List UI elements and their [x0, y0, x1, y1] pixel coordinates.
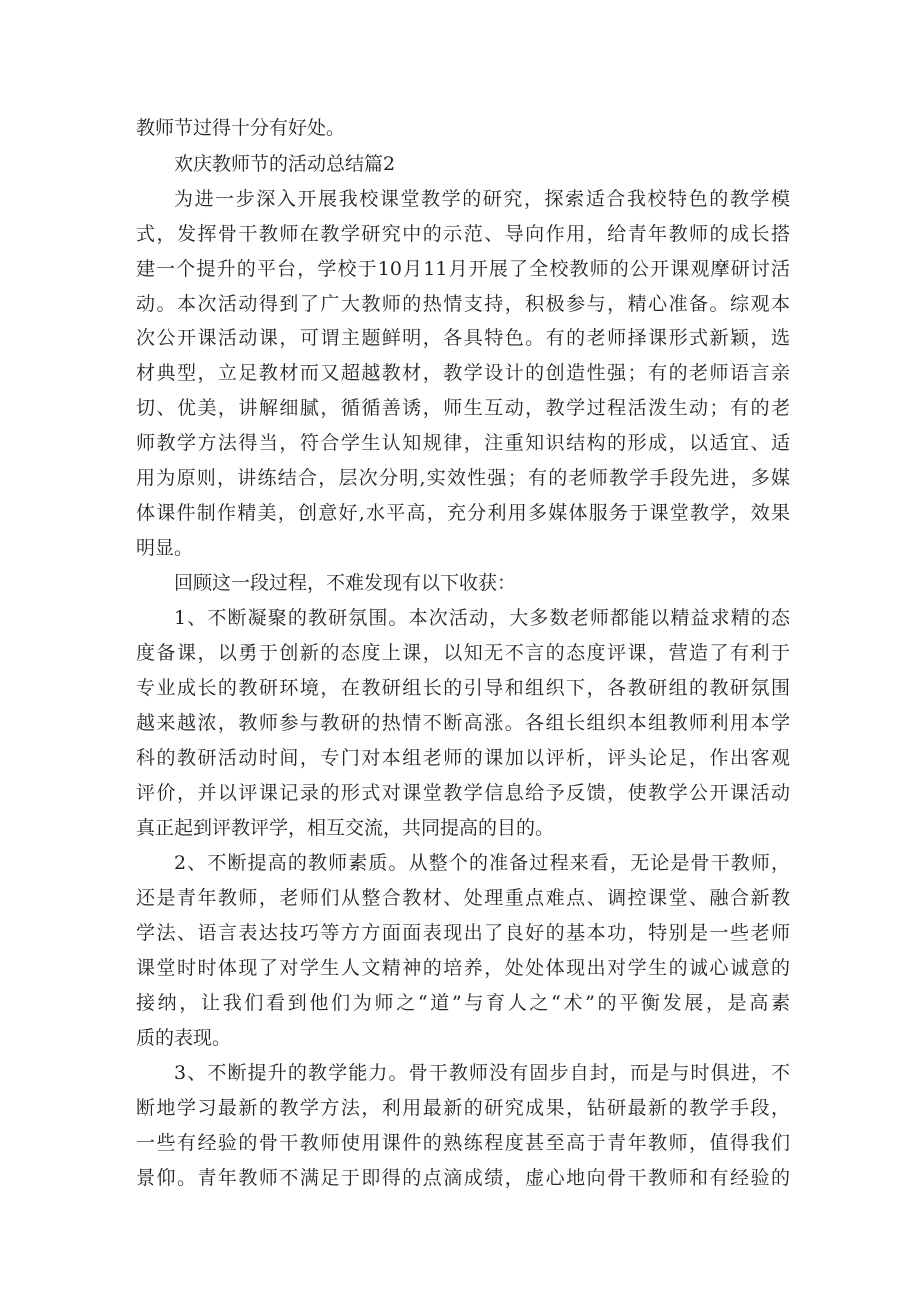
paragraph-line: 学法、语言表达技巧等方方面面表现出了良好的基本功，特别是一些老师: [136, 922, 790, 944]
paragraph-line: 建一个提升的平台，学校于10月11月开展了全校教师的公开课观摩研讨活: [136, 258, 790, 280]
paragraph-line: 断地学习最新的教学方法，利用最新的研究成果，钻研最新的教学手段，: [136, 1097, 790, 1119]
paragraph-line: 2、不断提高的教师素质。从整个的准备过程来看，无论是骨干教师，: [174, 852, 790, 874]
paragraph-line: 还是青年教师，老师们从整合教材、处理重点难点、调控课堂、融合新教: [136, 887, 790, 909]
paragraph-line: 接纳，让我们看到他们为师之“道”与育人之“术”的平衡发展，是高素: [136, 992, 790, 1014]
paragraph-line: 课堂时时体现了对学生人文精神的培养，处处体现出对学生的诚心诚意的: [136, 957, 790, 979]
paragraph-line: 真正起到评教评学，相互交流，共同提高的目的。: [136, 817, 555, 839]
paragraph-line: 专业成长的教研环境，在教研组长的引导和组织下，各教研组的教研氛围: [136, 677, 790, 699]
paragraph-line: 次公开课活动课，可谓主题鲜明，各具特色。有的老师择课形式新颖，选: [136, 327, 790, 349]
paragraph-line: 材典型，立足教材而又超越教材，教学设计的创造性强；有的老师语言亲: [136, 362, 790, 384]
paragraph-line: 越来越浓，教师参与教研的热情不断高涨。各组长组织本组教师利用本学: [136, 712, 790, 734]
paragraph-line: 回顾这一段过程，不难发现有以下收获：: [174, 572, 517, 594]
paragraph-line: 度备课，以勇于创新的态度上课，以知无不言的态度评课，营造了有利于: [136, 642, 790, 664]
paragraph-line: 式，发挥骨干教师在教学研究中的示范、导向作用，给青年教师的成长搭: [136, 223, 790, 245]
paragraph-line: 科的教研活动时间，专门对本组老师的课加以评析，评头论足，作出客观: [136, 747, 790, 769]
paragraph-line: 教师节过得十分有好处。: [136, 117, 346, 139]
paragraph-line: 3、不断提升的教学能力。骨干教师没有固步自封，而是与时俱进，不: [174, 1062, 790, 1084]
paragraph-line: 动。本次活动得到了广大教师的热情支持，积极参与，精心准备。综观本: [136, 293, 790, 315]
paragraph-line: 切、优美，讲解细腻，循循善诱，师生互动，教学过程活泼生动；有的老: [136, 397, 790, 419]
paragraph-line: 体课件制作精美，创意好,水平高，充分利用多媒体服务于课堂教学，效果: [136, 502, 790, 524]
paragraph-line: 师教学方法得当，符合学生认知规律，注重知识结构的形成，以适宜、适: [136, 432, 790, 454]
paragraph-line: 评价，并以评课记录的形式对课堂教学信息给予反馈，使教学公开课活动: [136, 782, 790, 804]
paragraph-line: 为进一步深入开展我校课堂教学的研究，探索适合我校特色的教学模: [174, 188, 790, 210]
paragraph-line: 景仰。青年教师不满足于即得的点滴成绩，虚心地向骨干教师和有经验的: [136, 1167, 790, 1189]
paragraph-line: 用为原则，讲练结合，层次分明,实效性强；有的老师教学手段先进，多媒: [136, 467, 790, 489]
paragraph-line: 1、不断凝聚的教研氛围。本次活动，大多数老师都能以精益求精的态: [174, 607, 790, 629]
paragraph-line: 一些有经验的骨干教师使用课件的熟练程度甚至高于青年教师，值得我们: [136, 1132, 790, 1154]
paragraph-line: 质的表现。: [136, 1027, 232, 1049]
section-heading: 欢庆教师节的活动总结篇2: [174, 153, 396, 175]
paragraph-line: 明显。: [136, 537, 194, 559]
